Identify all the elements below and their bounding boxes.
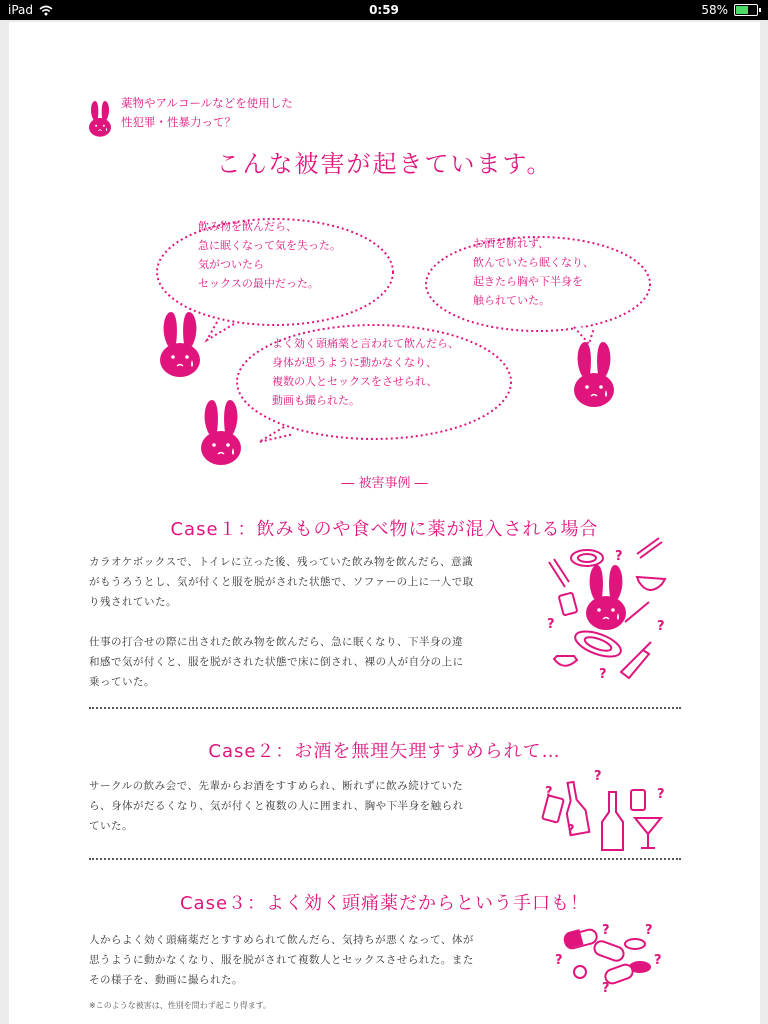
intro-line-2: 性犯罪・性暴力って？	[121, 115, 236, 129]
case1-paragraph-1	[89, 552, 539, 612]
battery-level	[736, 6, 748, 14]
footnote: ※このような被害は、性別を問わず起こり得ます。	[89, 1001, 272, 1010]
rabbit-icon-1	[160, 312, 200, 377]
bubble-line: 飲んでいたら眠くなり、	[473, 256, 594, 269]
rabbit-icon-case1	[586, 565, 626, 630]
bubble-line: 急に眠くなって気を失った。	[198, 239, 341, 252]
text-line: 思うように動かなくなり、服を脱がされて複数人とセックスさせられた。また	[89, 954, 474, 966]
section-divider	[89, 707, 681, 709]
speech-bubble-3-text	[272, 334, 459, 410]
question-mark: ?	[599, 667, 607, 682]
case1-title: Case１：飲みものや食べ物に薬が混入される場合	[170, 519, 599, 540]
question-mark: ?	[567, 823, 575, 838]
bubble-line: お酒を断れず、	[473, 237, 550, 250]
question-mark: ?	[657, 787, 665, 802]
text-line: ていた。	[89, 820, 133, 832]
battery-icon	[734, 4, 758, 16]
text-line: サークルの飲み会で、先輩からお酒をすすめられ、断れずに飲み続けていた	[89, 780, 464, 792]
question-mark: ?	[602, 923, 610, 938]
text-line: 人からよく効く頭痛薬だとすすめられて飲んだら、気持ちが悪くなって、体が	[89, 934, 474, 946]
text-line: 仕事の打合せの際に出された飲み物を飲んだら、急に眠くなり、下半身の違	[89, 636, 463, 648]
document-page	[9, 22, 760, 1024]
text-line: その様子を、動画に撮られた。	[89, 974, 243, 986]
speech-bubble-2-text	[473, 234, 594, 310]
bubble-line: 気がついたら	[198, 258, 264, 271]
rabbit-icon-3	[201, 400, 241, 465]
status-bar	[0, 0, 768, 20]
question-mark: ?	[602, 981, 610, 996]
section-divider	[89, 858, 681, 860]
device-name: iPad	[8, 3, 34, 17]
intro-text	[121, 94, 293, 132]
text-line: 和感で気が付くと、服を脱がされた状態で床に倒され、裸の人が自分の上に	[89, 656, 464, 668]
bubble-line: 飲み物を飲んだら、	[198, 220, 297, 233]
rabbit-icon-2	[574, 342, 614, 407]
question-mark: ?	[645, 923, 653, 938]
bubble-line: 複数の人とセックスをさせられ、	[272, 375, 438, 388]
case1-paragraph-2	[89, 632, 539, 692]
text-line: カラオケボックスで、トイレに立った後、残っていた飲み物を飲んだら、意識	[89, 556, 473, 568]
question-mark: ?	[615, 549, 623, 564]
text-line: ら、身体がだるくなり、気が付くと複数の人に囲まれ、胸や下半身を触られ	[89, 800, 464, 812]
page-headline: こんな被害が起きています。	[216, 150, 553, 178]
speech-bubble-1-text	[198, 217, 341, 293]
question-mark: ?	[547, 617, 555, 632]
battery-percent: 58%	[701, 3, 728, 17]
status-time: 0:59	[369, 3, 399, 17]
case3-body	[89, 930, 539, 990]
text-line: 乗っていた。	[89, 676, 155, 688]
section-label: ― 被害事例 ―	[341, 476, 428, 491]
case1-body	[89, 552, 539, 692]
question-mark: ?	[545, 785, 553, 800]
question-mark: ?	[594, 769, 602, 784]
bubble-line: よく効く頭痛薬と言われて飲んだら、	[272, 337, 459, 350]
bubble-line: 動画も撮られた。	[272, 394, 360, 407]
text-line: り残されていた。	[89, 596, 177, 608]
question-mark: ?	[654, 953, 662, 968]
bubble-line: 触られていた。	[473, 294, 550, 307]
question-mark: ?	[555, 953, 563, 968]
bubble-line: セックスの最中だった。	[198, 277, 319, 290]
case3-title: Case３：よく効く頭痛薬だからという手口も！	[179, 893, 590, 914]
rabbit-icon-intro	[89, 101, 111, 137]
bubble-line: 身体が思うように動かなくなり、	[272, 356, 437, 369]
case2-illustration	[542, 781, 661, 850]
text-line: がもうろうとし、気が付くと服を脱がされた状態で、ソファーの上に一人で取	[89, 576, 474, 588]
intro-line-1: 薬物やアルコールなどを使用した	[121, 96, 293, 110]
bubble-line: 起きたら胸や下半身を	[473, 275, 583, 288]
case2-body	[89, 776, 539, 836]
question-mark: ?	[657, 619, 665, 634]
case2-title: Case２：お酒を無理矢理すすめられて…	[208, 741, 561, 762]
